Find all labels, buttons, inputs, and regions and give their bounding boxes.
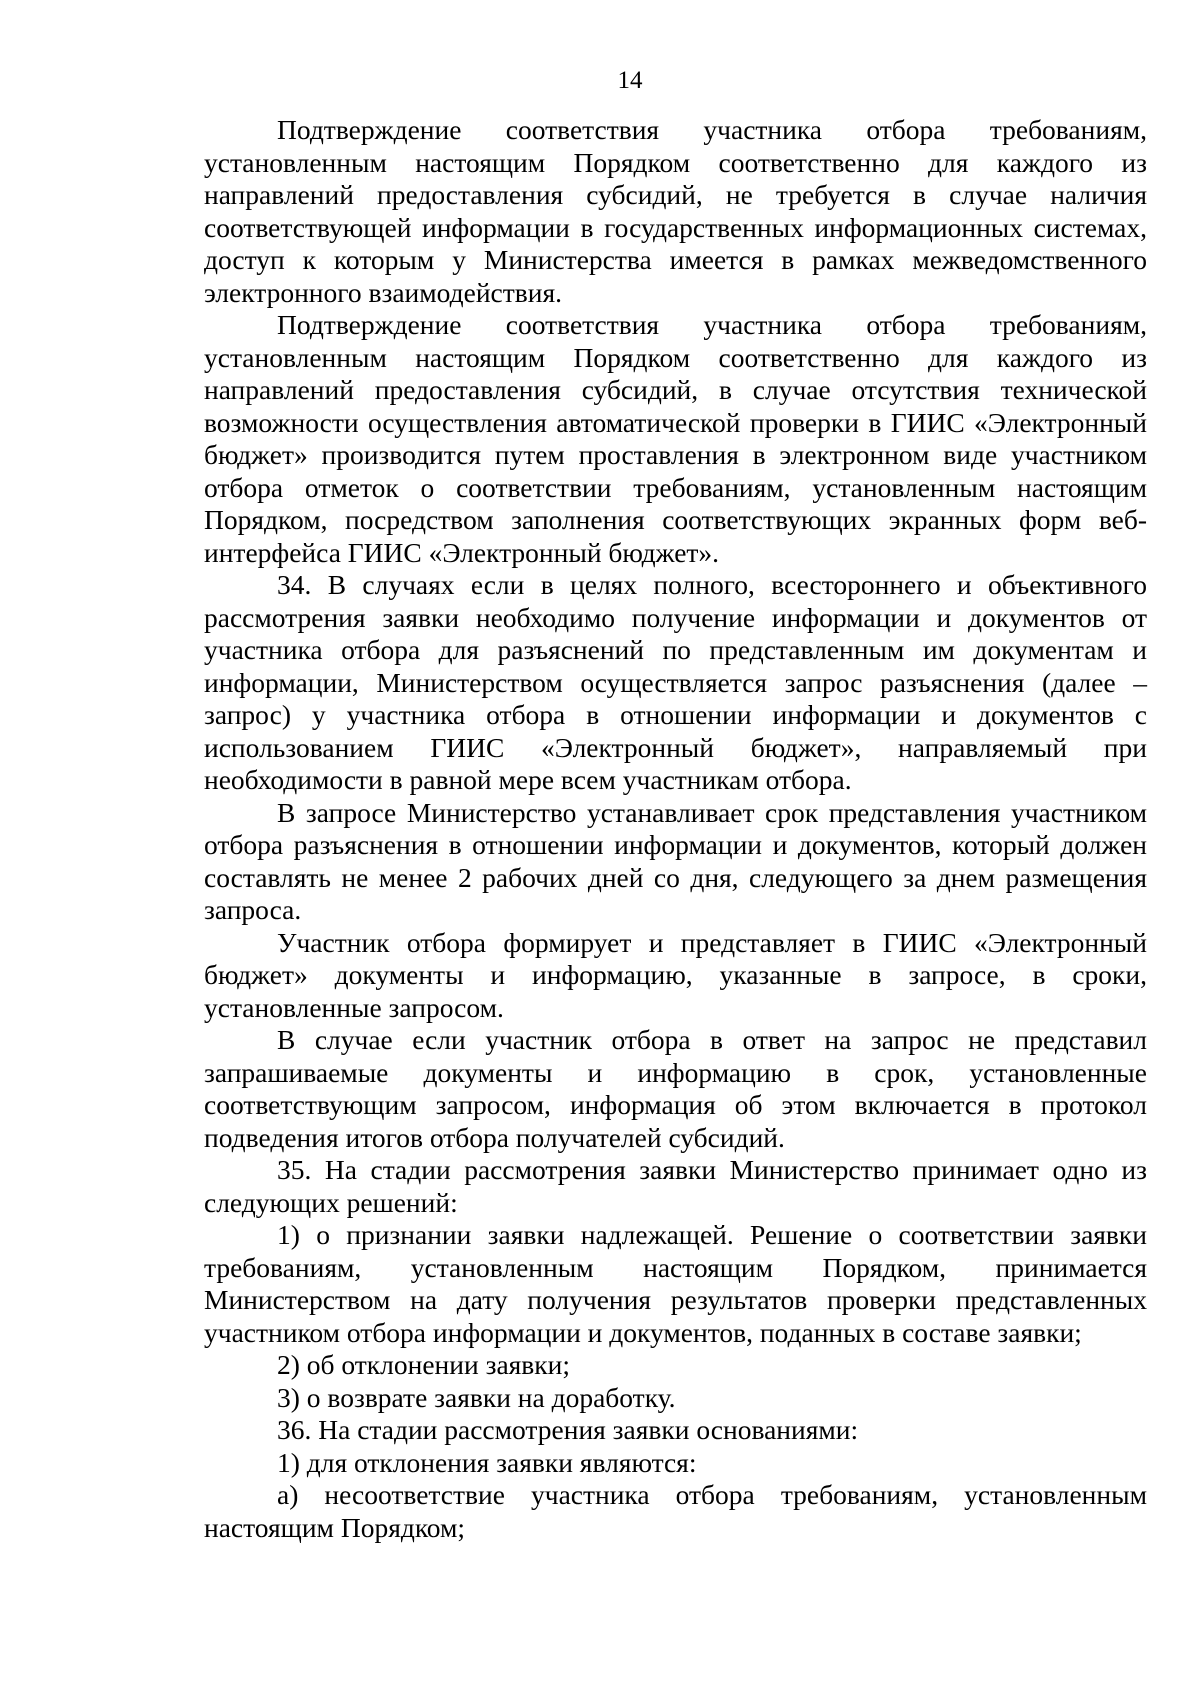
paragraph-clause-34-request: 34. В случаях если в целях полного, всестороннего и объективного рассмотрения заявки необходимо получение информации и документов от участника отбора для разъяснений по представленным им документам и информации, Министерством осуществляется запрос разъяснения (далее – запрос) у участника отбора в отношении информации и документов с использованием ГИИС «Электронный бюджет», направляемый при необходимости в равной мере всем участникам отбора. <box>204 569 1147 795</box>
paragraph-clause-36-grounds: 36. На стадии рассмотрения заявки основаниями: <box>277 1414 859 1445</box>
paragraph-confirmation-manual-marks: Подтверждение соответствия участника отбора требованиям, установленным настоящим Порядком соответственно для каждого из направлений предоставления субсидий, в случае отсутствия технической возможности осуществления автоматической проверки в ГИИС «Электронный бюджет» производится путем проставления в электронном виде участником отбора отметок о соответствии требованиям, установленным настоящим Порядком, посредством заполнения соответствующих экранных форм веб-интерфейса ГИИС «Электронный бюджет». <box>204 309 1147 568</box>
document-body <box>204 114 1147 1544</box>
paragraph-request-deadline: В запросе Министерство устанавливает срок представления участником отбора разъяснения в отношении информации и документов, который должен составлять не менее 2 рабочих дней со дня, следующего за днем размещения запроса. <box>204 796 1147 925</box>
list-item-decision-reject: 2) об отклонении заявки; <box>277 1349 571 1380</box>
paragraph-no-response: В случае если участник отбора в ответ на запрос не представил запрашиваемые документы и информацию в срок, установленные соответствующим запросом, информация об этом включается в протокол подведения итогов отбора получателей субсидий. <box>204 1024 1147 1153</box>
list-item-grounds-rejection: 1) для отклонения заявки являются: <box>277 1446 697 1478</box>
paragraph-confirmation-not-required: Подтверждение соответствия участника отбора требованиям, установленным настоящим Порядком соответственно для каждого из направлений предоставления субсидий, не требуется в случае наличия соответствующей информации в государственных информационных системах, доступ к которым у Министерства имеется в рамках межведомственного электронного взаимодействия. <box>204 114 1147 308</box>
paragraph-clause-35-decisions: 35. На стадии рассмотрения заявки Министерство принимает одно из следующих решений: <box>204 1154 1147 1218</box>
page-number: 14 <box>617 67 643 94</box>
paragraph-participant-submits: Участник отбора формирует и представляет в ГИИС «Электронный бюджет» документы и информацию, указанные в запросе, в сроки, установленные запросом. <box>204 926 1147 1023</box>
list-item-decision-return: 3) о возврате заявки на доработку. <box>277 1381 676 1413</box>
list-item-decision-proper: 1) о признании заявки надлежащей. Решение о соответствии заявки требованиям, установленным настоящим Порядком, принимается Министерством на дату получения результатов проверки представленных участником отбора информации и документов, поданных в составе заявки; <box>204 1219 1147 1348</box>
list-item-grounds-a: а) несоответствие участника отбора требованиям, установленным настоящим Порядком; <box>204 1479 1147 1543</box>
